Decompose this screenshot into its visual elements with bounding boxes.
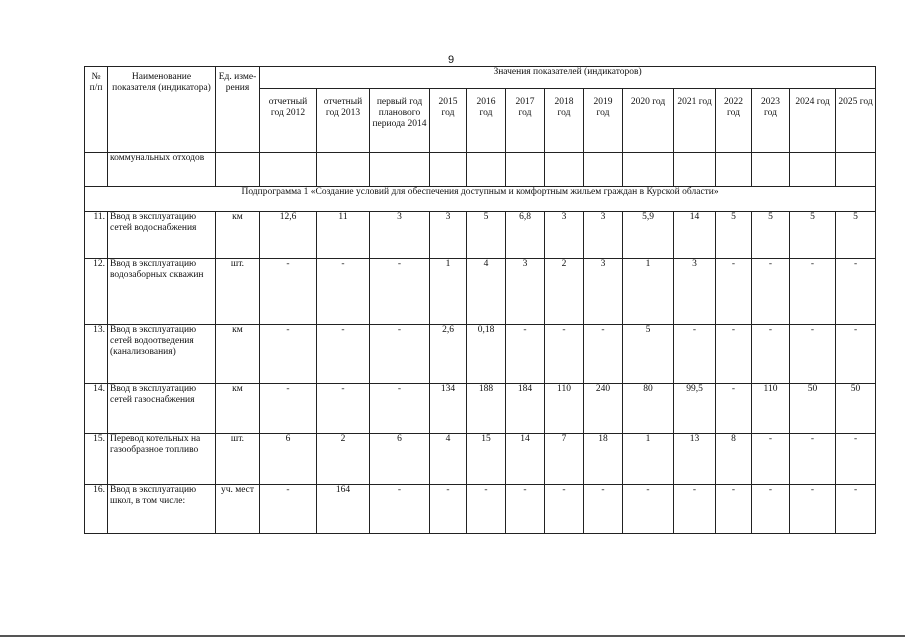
row-value: 3: [584, 259, 623, 325]
row-value: 3: [430, 212, 467, 259]
row-value: 7: [545, 434, 584, 485]
row-unit: шт.: [216, 434, 260, 485]
header-year: 2020 год: [623, 89, 674, 153]
header-year: 2018 год: [545, 89, 584, 153]
row-value: -: [716, 384, 752, 434]
row-value: -: [836, 485, 876, 534]
indicators-table: [84, 66, 876, 534]
row-value: -: [260, 485, 317, 534]
row-value: 240: [584, 384, 623, 434]
row-value: 4: [467, 259, 506, 325]
row-value: -: [506, 485, 545, 534]
row-value: 8: [716, 434, 752, 485]
row-unit: км: [216, 384, 260, 434]
row-value: -: [674, 485, 716, 534]
row-name: Перевод котельных на газообразное топливо: [108, 434, 216, 485]
row-value: 5: [836, 212, 876, 259]
row-value: -: [752, 485, 790, 534]
table-row: [85, 259, 876, 325]
table-row: [85, 384, 876, 434]
row-value: 3: [506, 259, 545, 325]
row-value: 50: [836, 384, 876, 434]
row-value: -: [370, 259, 430, 325]
header-num: № п/п: [85, 67, 108, 153]
table-row: [85, 434, 876, 485]
row-number: 15.: [85, 434, 108, 485]
row-value: -: [584, 485, 623, 534]
row-value: -: [836, 325, 876, 384]
row-value: 164: [317, 485, 370, 534]
row-value: -: [716, 485, 752, 534]
row-unit: км: [216, 325, 260, 384]
row-value: -: [716, 325, 752, 384]
row-value: 110: [545, 384, 584, 434]
header-year: 2017 год: [506, 89, 545, 153]
row-number: 14.: [85, 384, 108, 434]
page-number: 9: [448, 54, 455, 66]
row-value: 6: [260, 434, 317, 485]
subprogram-title: Подпрограмма 1 «Создание условий для обеспечения доступным и комфортным жильем граждан в Курской области»: [85, 187, 876, 212]
header-values: Значения показателей (индикаторов): [260, 67, 876, 89]
table-row: [85, 325, 876, 384]
row-name: Ввод в эксплуатацию сетей водоотведения (канализования): [108, 325, 216, 384]
header-year: 2015 год: [430, 89, 467, 153]
row-value: 5: [467, 212, 506, 259]
page-bottom-edge: [0, 635, 905, 637]
continuation-row: [85, 153, 876, 187]
row-value: -: [790, 259, 836, 325]
row-value: 80: [623, 384, 674, 434]
row-value: 1: [623, 434, 674, 485]
row-value: 15: [467, 434, 506, 485]
row-value: 14: [506, 434, 545, 485]
row-value: 5: [752, 212, 790, 259]
table-row: [85, 485, 876, 534]
row-value: 11: [317, 212, 370, 259]
header-year: 2019 год: [584, 89, 623, 153]
row-value: -: [584, 325, 623, 384]
row-number: 13.: [85, 325, 108, 384]
header-year: первый год планового периода 2014: [370, 89, 430, 153]
header-year: 2016 год: [467, 89, 506, 153]
row-value: 5: [623, 325, 674, 384]
row-value: -: [752, 325, 790, 384]
row-value: 3: [584, 212, 623, 259]
row-name: коммунальных отходов: [108, 153, 216, 187]
row-unit: км: [216, 212, 260, 259]
row-value: 134: [430, 384, 467, 434]
row-value: -: [260, 325, 317, 384]
row-value: -: [260, 259, 317, 325]
row-value: 5: [716, 212, 752, 259]
row-value: 3: [545, 212, 584, 259]
row-value: 2: [545, 259, 584, 325]
row-value: 14: [674, 212, 716, 259]
row-value: -: [317, 384, 370, 434]
row-value: 5,9: [623, 212, 674, 259]
row-value: 3: [370, 212, 430, 259]
row-value: 13: [674, 434, 716, 485]
row-value: 188: [467, 384, 506, 434]
row-number: 11.: [85, 212, 108, 259]
row-value: -: [836, 434, 876, 485]
row-value: -: [674, 325, 716, 384]
row-value: -: [623, 485, 674, 534]
row-value: -: [836, 259, 876, 325]
row-value: -: [545, 325, 584, 384]
row-value: 18: [584, 434, 623, 485]
row-value: -: [317, 325, 370, 384]
row-value: 4: [430, 434, 467, 485]
row-value: 1: [430, 259, 467, 325]
header-unit: Ед. изме-рения: [216, 67, 260, 153]
row-value: -: [752, 434, 790, 485]
subprogram-row: [85, 187, 876, 212]
header-year: 2023 год: [752, 89, 790, 153]
header-year: 2021 год: [674, 89, 716, 153]
header-year: отчетный год 2012: [260, 89, 317, 153]
row-value: 0,18: [467, 325, 506, 384]
header-year: 2025 год: [836, 89, 876, 153]
row-value: -: [545, 485, 584, 534]
row-value: -: [370, 384, 430, 434]
row-name: Ввод в эксплуатацию водозаборных скважин: [108, 259, 216, 325]
row-value: 2,6: [430, 325, 467, 384]
header-year: 2024 год: [790, 89, 836, 153]
row-name: Ввод в эксплуатацию сетей газоснабжения: [108, 384, 216, 434]
row-value: -: [430, 485, 467, 534]
row-number: 12.: [85, 259, 108, 325]
row-unit: уч. мест: [216, 485, 260, 534]
row-value: -: [370, 325, 430, 384]
table-row: [85, 212, 876, 259]
row-number: 16.: [85, 485, 108, 534]
row-value: -: [467, 485, 506, 534]
row-value: -: [317, 259, 370, 325]
row-value: 6,8: [506, 212, 545, 259]
row-value: 2: [317, 434, 370, 485]
row-value: -: [716, 259, 752, 325]
row-value: -: [790, 434, 836, 485]
row-value: -: [790, 325, 836, 384]
header-year: отчетный год 2013: [317, 89, 370, 153]
row-value: -: [506, 325, 545, 384]
row-value: 12,6: [260, 212, 317, 259]
header-row-top: [85, 67, 876, 89]
row-value: 6: [370, 434, 430, 485]
row-value: 50: [790, 384, 836, 434]
row-value: -: [370, 485, 430, 534]
row-value: 5: [790, 212, 836, 259]
row-name: Ввод в эксплуатацию школ, в том числе:: [108, 485, 216, 534]
row-name: Ввод в эксплуатацию сетей водоснабжения: [108, 212, 216, 259]
row-value: 3: [674, 259, 716, 325]
row-value: -: [790, 485, 836, 534]
row-value: 1: [623, 259, 674, 325]
row-value: -: [752, 259, 790, 325]
row-unit: шт.: [216, 259, 260, 325]
row-value: -: [260, 384, 317, 434]
header-name: Наименование показателя (индикатора): [108, 67, 216, 153]
row-value: 99,5: [674, 384, 716, 434]
header-year: 2022 год: [716, 89, 752, 153]
row-value: 110: [752, 384, 790, 434]
row-value: 184: [506, 384, 545, 434]
